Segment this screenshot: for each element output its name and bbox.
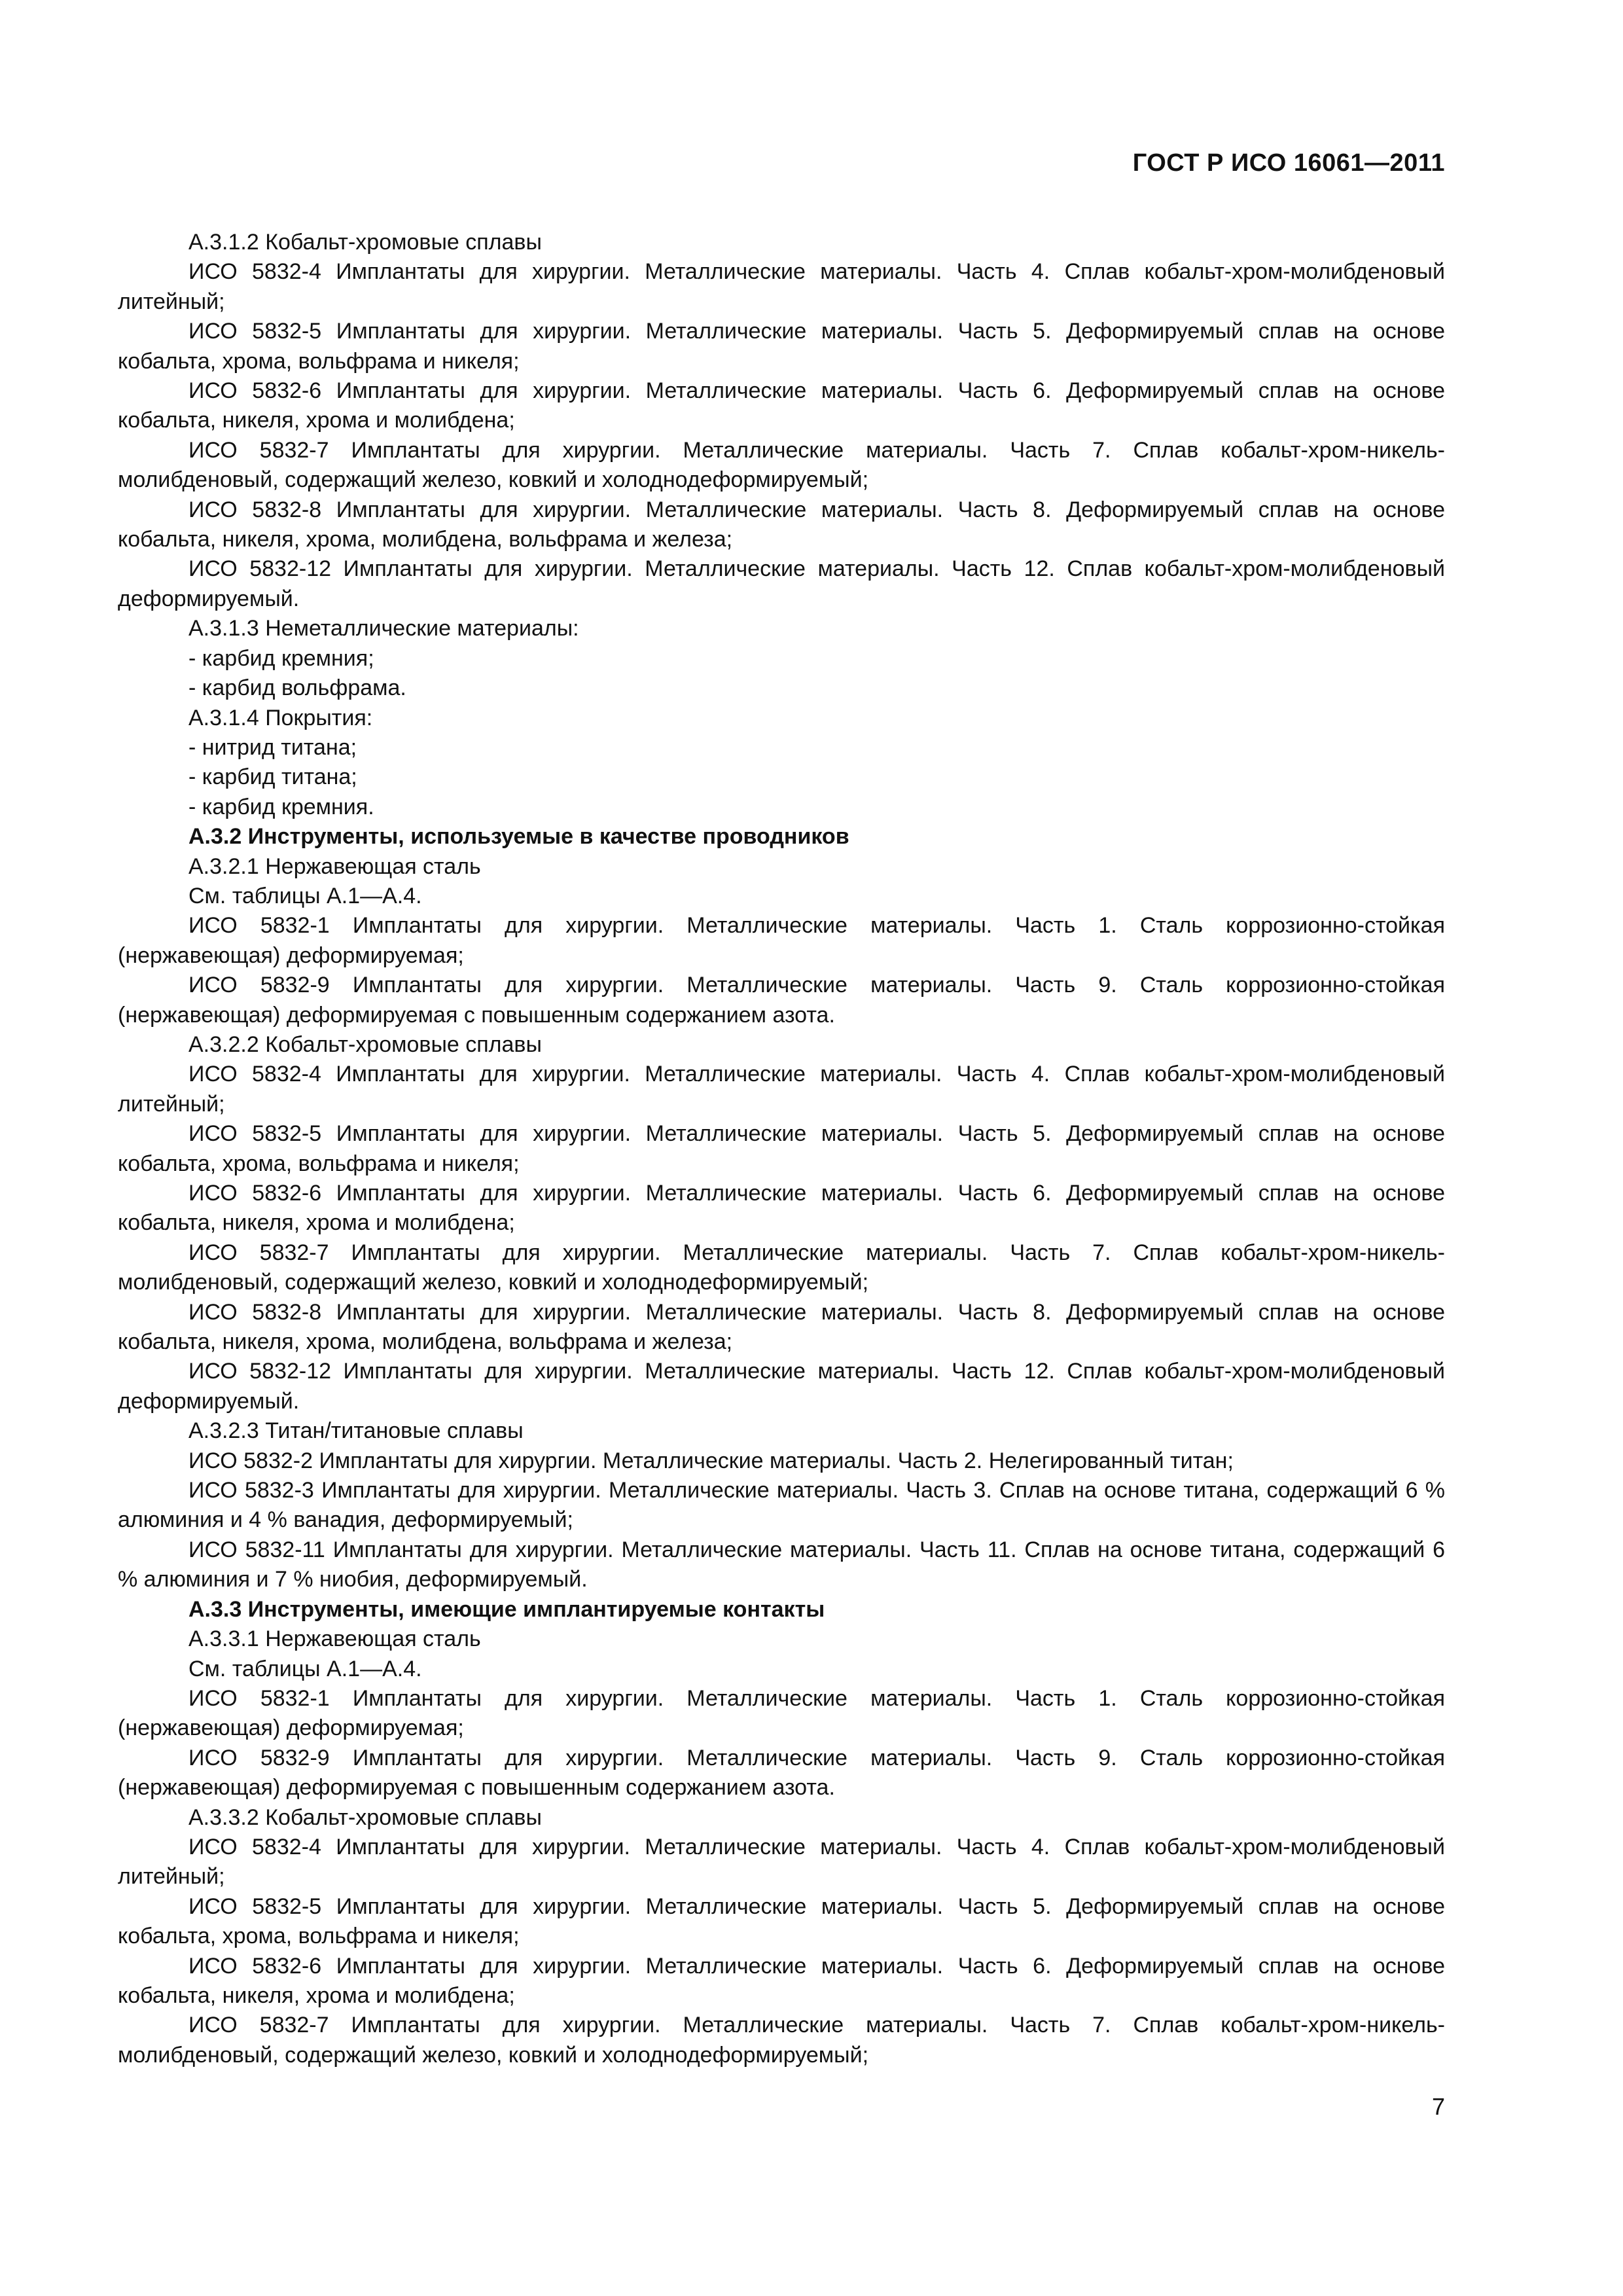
paragraph: ИСО 5832-9 Имплантаты для хирургии. Металлические материалы. Часть 9. Сталь коррозионно-стойкая (нержавеющая) деформируемая с повышенным содержанием азота. [118, 973, 1445, 1028]
paragraph: ИСО 5832-7 Имплантаты для хирургии. Металлические материалы. Часть 7. Сплав кобальт-хром-никель-молибденовый, содержащий железо, ковкий и холоднодеформируемый; [118, 1240, 1445, 1295]
document-body [118, 228, 1445, 2070]
paragraph: ИСО 5832-5 Имплантаты для хирургии. Металлические материалы. Часть 5. Деформируемый сплав на основе кобальта, хрома, вольфрама и никеля; [118, 319, 1445, 374]
paragraph: ИСО 5832-5 Имплантаты для хирургии. Металлические материалы. Часть 5. Деформируемый сплав на основе кобальта, хрома, вольфрама и никеля; [118, 1121, 1445, 1176]
paragraph: А.3.2.1 Нержавеющая сталь [188, 853, 481, 879]
paragraph: ИСО 5832-3 Имплантаты для хирургии. Металлические материалы. Часть 3. Сплав на основе титана, содержащий 6 % алюминия и 4 % ванадия, деформируемый; [118, 1478, 1445, 1533]
paragraph: ИСО 5832-1 Имплантаты для хирургии. Металлические материалы. Часть 1. Сталь коррозионно-стойкая (нержавеющая) деформируемая; [118, 913, 1445, 968]
paragraph: - карбид кремния. [188, 794, 374, 819]
paragraph: ИСО 5832-7 Имплантаты для хирургии. Металлические материалы. Часть 7. Сплав кобальт-хром-никель-молибденовый, содержащий железо, ковкий и холоднодеформируемый; [118, 2013, 1445, 2068]
paragraph: ИСО 5832-5 Имплантаты для хирургии. Металлические материалы. Часть 5. Деформируемый сплав на основе кобальта, хрома, вольфрама и никеля; [118, 1893, 1445, 1949]
paragraph: ИСО 5832-8 Имплантаты для хирургии. Металлические материалы. Часть 8. Деформируемый сплав на основе кобальта, никеля, хрома, молибдена, вольфрама и железа; [118, 1299, 1445, 1355]
paragraph: ИСО 5832-2 Имплантаты для хирургии. Металлические материалы. Часть 2. Нелегированный титан; [188, 1448, 1234, 1473]
paragraph: См. таблицы А.1—А.4. [188, 1656, 422, 1681]
paragraph: ИСО 5832-4 Имплантаты для хирургии. Металлические материалы. Часть 4. Сплав кобальт-хром-молибденовый литейный; [118, 1062, 1445, 1117]
paragraph: А.3.1.3 Неметаллические материалы: [188, 616, 579, 641]
paragraph: - карбид кремния; [188, 645, 374, 671]
paragraph: ИСО 5832-7 Имплантаты для хирургии. Металлические материалы. Часть 7. Сплав кобальт-хром-никель-молибденовый, содержащий железо, ковкий и холоднодеформируемый; [118, 437, 1445, 493]
paragraph: А.3.3.2 Кобальт-хромовые сплавы [188, 1804, 542, 1830]
section-heading: А.3.2 Инструменты, используемые в качестве проводников [188, 824, 849, 850]
paragraph: ИСО 5832-4 Имплантаты для хирургии. Металлические материалы. Часть 4. Сплав кобальт-хром-молибденовый литейный; [118, 259, 1445, 314]
paragraph: ИСО 5832-1 Имплантаты для хирургии. Металлические материалы. Часть 1. Сталь коррозионно-стойкая (нержавеющая) деформируемая; [118, 1685, 1445, 1741]
paragraph: А.3.1.4 Покрытия: [188, 705, 373, 730]
paragraph: ИСО 5832-6 Имплантаты для хирургии. Металлические материалы. Часть 6. Деформируемый сплав на основе кобальта, никеля, хрома и молибдена; [118, 1181, 1445, 1236]
paragraph: ИСО 5832-4 Имплантаты для хирургии. Металлические материалы. Часть 4. Сплав кобальт-хром-молибденовый литейный; [118, 1834, 1445, 1890]
paragraph: - карбид вольфрама. [188, 675, 406, 701]
paragraph: ИСО 5832-12 Имплантаты для хирургии. Металлические материалы. Часть 12. Сплав кобальт-хром-молибденовый деформируемый. [118, 1359, 1445, 1414]
paragraph: А.3.2.3 Титан/титановые сплавы [188, 1418, 524, 1444]
page-number: 7 [1431, 2093, 1445, 2120]
paragraph: А.3.2.2 Кобальт-хромовые сплавы [188, 1031, 542, 1057]
paragraph: ИСО 5832-6 Имплантаты для хирургии. Металлические материалы. Часть 6. Деформируемый сплав на основе кобальта, никеля, хрома и молибдена; [118, 1953, 1445, 2008]
paragraph: - карбид титана; [188, 764, 357, 790]
paragraph: ИСО 5832-12 Имплантаты для хирургии. Металлические материалы. Часть 12. Сплав кобальт-хром-молибденовый деформируемый. [118, 556, 1445, 611]
paragraph: ИСО 5832-8 Имплантаты для хирургии. Металлические материалы. Часть 8. Деформируемый сплав на основе кобальта, никеля, хрома, молибдена, вольфрама и железа; [118, 497, 1445, 552]
paragraph: - нитрид титана; [188, 734, 357, 760]
section-heading: А.3.3 Инструменты, имеющие имплантируемые контакты [188, 1596, 825, 1622]
paragraph: ИСО 5832-6 Имплантаты для хирургии. Металлические материалы. Часть 6. Деформируемый сплав на основе кобальта, никеля, хрома и молибдена; [118, 378, 1445, 433]
paragraph: ИСО 5832-11 Имплантаты для хирургии. Металлические материалы. Часть 11. Сплав на основе титана, содержащий 6 % алюминия и 7 % ниобия, деформируемый. [118, 1537, 1445, 1592]
paragraph: А.3.1.2 Кобальт-хромовые сплавы [188, 230, 542, 255]
document-header: ГОСТ Р ИСО 16061—2011 [1132, 149, 1445, 177]
paragraph: См. таблицы А.1—А.4. [188, 883, 422, 908]
paragraph: ИСО 5832-9 Имплантаты для хирургии. Металлические материалы. Часть 9. Сталь коррозионно-стойкая (нержавеющая) деформируемая с повышенным содержанием азота. [118, 1745, 1445, 1801]
paragraph: А.3.3.1 Нержавеющая сталь [188, 1626, 481, 1652]
